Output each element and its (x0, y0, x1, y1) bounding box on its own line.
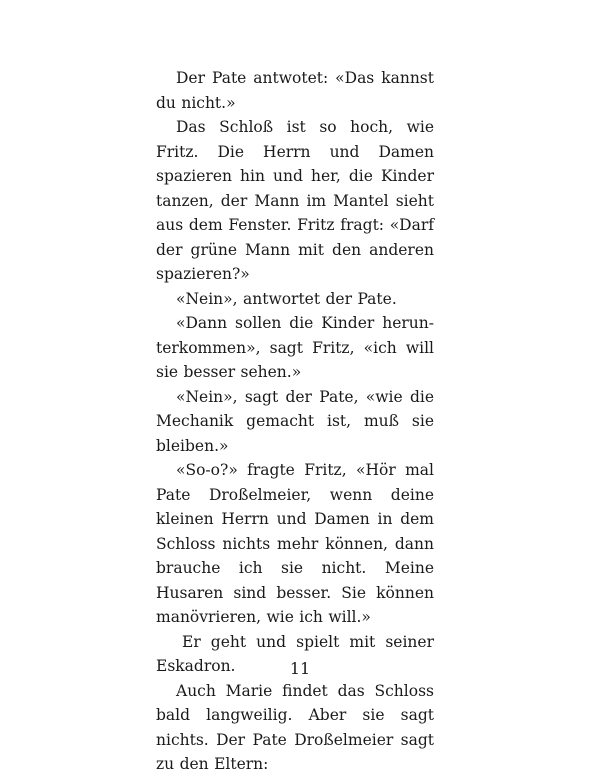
paragraph-5: «Nein», sagt der Pate, «wie die Mechanik gemacht ist, muß sie bleiben.» (156, 387, 434, 455)
paragraph-8: Auch Marie findet das Schloss bald langweilig. Aber sie sagt nichts. Der Pate Droßelmeier sagt zu den Eltern: (156, 681, 434, 773)
paragraph-4: «Dann sollen die Kinder herunterkommen», sagt Fritz, «ich will sie besser sehen.» (156, 314, 434, 381)
paragraph-6: «So-o?» fragte Fritz, «Hör mal Pate Droßelmeier, wenn deine kleinen Herrn und Damen in dem Schloss nichts mehr können, dann brauche ich sie nicht. Meine Husaren sind besser. Sie können manövrieren, wie ich will.» (156, 461, 434, 626)
paragraph-3: «Nein», antwortet der Pate. (176, 289, 397, 308)
page-number: 11 (289, 659, 311, 678)
paragraph-7: Er geht und spielt mit seiner Eskadron. (156, 632, 434, 675)
paragraph-1: Der Pate antwotet: «Das kannst du nicht.» (156, 69, 434, 112)
paragraph-2: Das Schloß ist so hoch, wie Fritz. Die Herrn und Damen spazieren hin und her, die Kinder tanzen, der Mann im Mantel sieht aus dem Fenster. Fritz fragt: «Darf der grüne Mann mit den anderen spazieren?» (156, 118, 434, 283)
